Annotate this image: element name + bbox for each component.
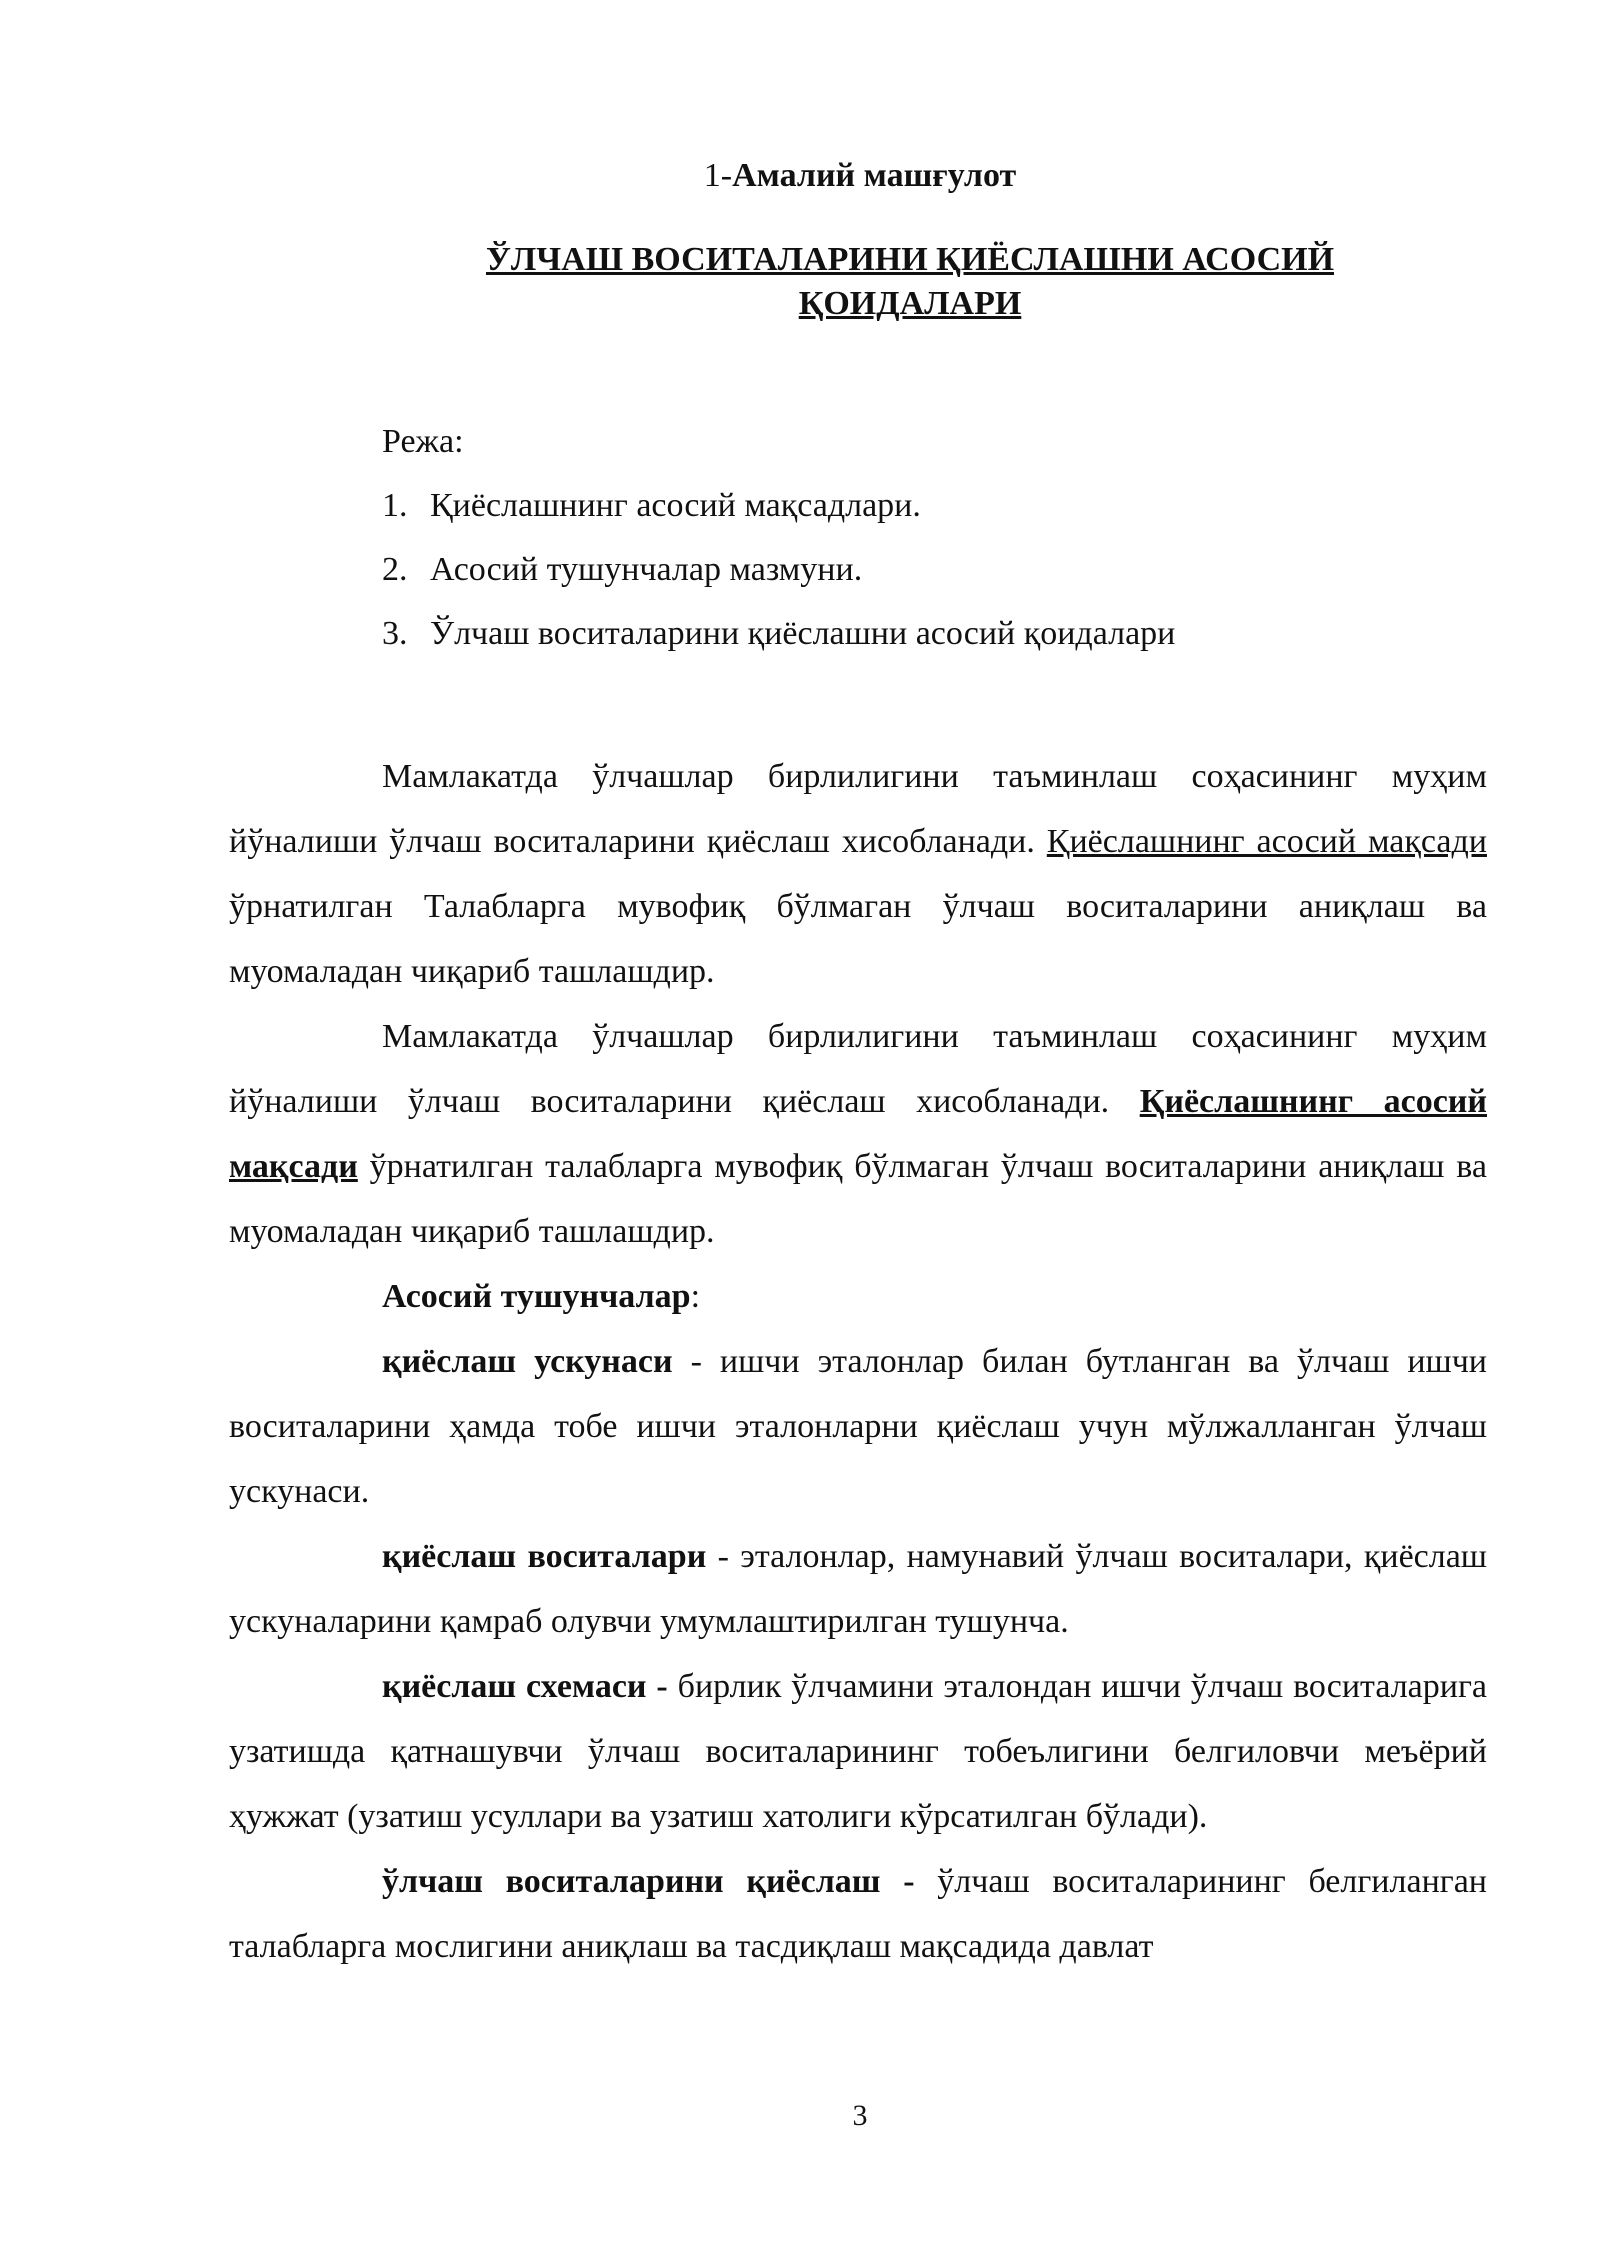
- plan-item-text: Асосий тушунчалар мазмуни.: [430, 551, 863, 588]
- lesson-title: Амалий машғулот: [732, 157, 1017, 194]
- definition-item: [229, 1524, 1487, 1654]
- definition-item: [229, 1329, 1487, 1524]
- plan-item: [382, 474, 1482, 538]
- definition-text: ўлчаш воситаларининг белгиланган талабларга мослигини аниқлаш ва тасдиқлаш мақсадида давлат: [229, 1863, 1487, 1965]
- definition-term: қиёслаш схемаси -: [382, 1668, 668, 1705]
- body-text: [229, 744, 1487, 1979]
- definition-text: - ишчи эталонлар билан бутланган ва ўлчаш ишчи воситаларини ҳамда тобе ишчи эталонларни қиёслаш учун мўлжалланган ўлчаш ускунаси.: [229, 1343, 1487, 1510]
- plan-item-text: Қиёслашнинг асосий мақсадлари.: [430, 487, 921, 524]
- plan-item: [382, 602, 1482, 666]
- concepts-heading-text: Асосий тушунчалар: [382, 1278, 691, 1315]
- plan-item: [382, 538, 1482, 602]
- plan-item-number: 2.: [382, 551, 408, 588]
- lesson-number: 1-: [703, 157, 733, 194]
- paragraph-2-start: Мамлакатда ўлчашлар бирлилигини таъминлаш соҳасининг муҳим йўналиши ўлчаш воситаларини қиёслаш хисобланади.: [229, 1018, 1487, 1120]
- plan-heading: Режа:: [382, 423, 464, 460]
- paragraph-1-start: Мамлакатда ўлчашлар бирлилигини таъминлаш соҳасининг муҳим йўналиши ўлчаш воситаларини қиёслаш хисобланади.: [229, 758, 1487, 860]
- plan-item-text: Ўлчаш воситаларини қиёслашни асосий қоидалари: [430, 615, 1176, 652]
- plan-item-number: 1.: [382, 487, 408, 524]
- definition-text: бирлик ўлчамини эталондан ишчи ўлчаш воситаларига узатишда қатнашувчи ўлчаш воситаларининг тобеълигини белгиловчи меъёрий ҳужжат (узатиш усуллари ва узатиш хатолиги кўрсатилган бўлади).: [229, 1668, 1487, 1835]
- paragraph-2-bold-phrase: Қиёслашнинг асосий мақсади: [229, 1083, 1487, 1185]
- page-number: 3: [852, 2099, 868, 2132]
- document-title: [380, 238, 1440, 326]
- concepts-heading: [229, 1264, 1487, 1329]
- plan-section: [382, 410, 1482, 666]
- title-line-1: ЎЛЧАШ ВОСИТАЛАРИНИ ҚИЁСЛАШНИ АСОСИЙ: [485, 241, 1335, 278]
- definition-text: - эталонлар, намунавий ўлчаш воситалари, қиёслаш ускуналарини қамраб олувчи умумлаштирилган тушунча.: [229, 1538, 1487, 1640]
- lesson-label: [0, 152, 1600, 200]
- concepts-heading-colon: :: [690, 1278, 701, 1315]
- plan-item-number: 3.: [382, 615, 408, 652]
- definition-term: қиёслаш воситалари: [382, 1538, 707, 1575]
- paragraph-1: [229, 744, 1487, 1004]
- paragraph-2-end: ўрнатилган талабларга мувофиқ бўлмаган ўлчаш воситаларини аниқлаш ва муомаладан чиқариб ташлашдир.: [229, 1148, 1487, 1250]
- paragraph-1-end: ўрнатилган Талабларга мувофиқ бўлмаган ўлчаш воситаларини аниқлаш ва муомаладан чиқариб ташлашдир.: [229, 888, 1487, 990]
- definition-item: [229, 1654, 1487, 1849]
- definition-term: қиёслаш ускунаси: [382, 1343, 673, 1380]
- definition-term: ўлчаш воситаларини қиёслаш -: [382, 1863, 915, 1900]
- paragraph-1-underlined-phrase: Қиёслашнинг асосий мақсади: [1046, 823, 1487, 860]
- title-line-2: ҚОИДАЛАРИ: [798, 285, 1022, 322]
- paragraph-2: [229, 1004, 1487, 1264]
- definition-item: [229, 1849, 1487, 1979]
